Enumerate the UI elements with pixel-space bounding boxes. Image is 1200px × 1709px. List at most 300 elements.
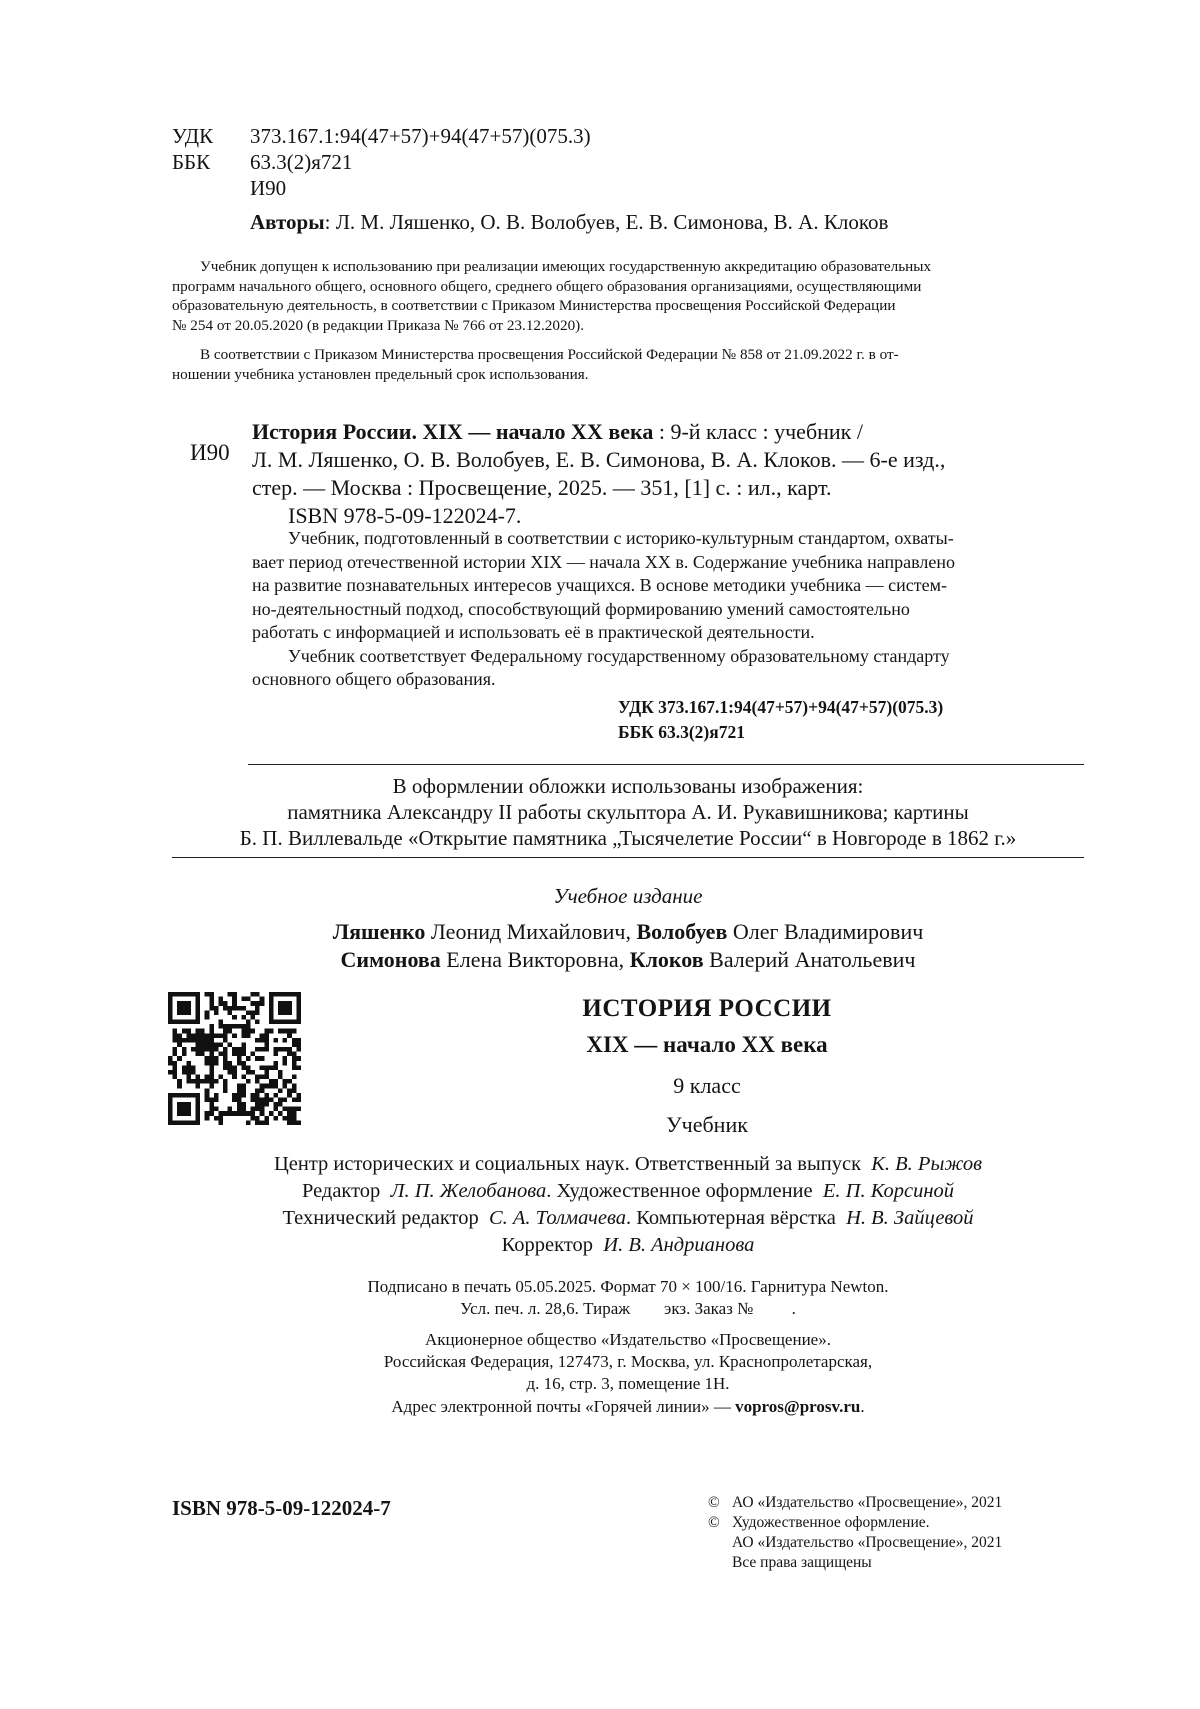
qr-module xyxy=(228,1070,233,1075)
qr-module xyxy=(269,1010,274,1015)
qr-module xyxy=(186,1111,191,1116)
qr-module xyxy=(283,1001,288,1006)
qr-module xyxy=(182,1010,187,1015)
qr-module xyxy=(209,1056,214,1061)
qr-module xyxy=(196,1033,201,1038)
qr-module xyxy=(214,1010,219,1015)
qr-module xyxy=(283,992,288,997)
qr-module xyxy=(232,1052,237,1057)
qr-module xyxy=(292,1111,297,1116)
hotline-email[interactable]: vopros@prosv.ru xyxy=(735,1397,861,1416)
divider-bottom xyxy=(172,857,1084,858)
qr-module xyxy=(260,1102,265,1107)
qr-module xyxy=(173,1038,178,1043)
authors-names: : Л. М. Ляшенко, О. В. Волобуев, Е. В. Симонова, В. А. Клоков xyxy=(324,210,889,234)
qr-module xyxy=(173,1047,178,1052)
qr-module xyxy=(218,1075,223,1080)
udk-label: УДК xyxy=(172,124,214,148)
qr-module xyxy=(214,1061,219,1066)
qr-module xyxy=(205,1056,210,1061)
qr-module xyxy=(292,1088,297,1093)
qr-module xyxy=(292,1075,297,1080)
qr-module xyxy=(218,1033,223,1038)
qr-module xyxy=(296,997,301,1002)
qr-module xyxy=(196,1020,201,1025)
qr-module xyxy=(287,1111,292,1116)
qr-module xyxy=(246,1010,251,1015)
qr-module xyxy=(251,1010,256,1015)
qr-module xyxy=(209,1047,214,1052)
qr-module xyxy=(168,1010,173,1015)
qr-module xyxy=(264,1047,269,1052)
qr-module xyxy=(196,1010,201,1015)
qr-module xyxy=(232,1006,237,1011)
qr-module xyxy=(278,1075,283,1080)
qr-module xyxy=(287,1029,292,1034)
qr-module xyxy=(186,1079,191,1084)
qr-module xyxy=(191,1120,196,1125)
qr-module xyxy=(273,1084,278,1089)
qr-module xyxy=(173,1120,178,1125)
bbk-code: 63.3(2)я721 xyxy=(250,150,353,174)
qr-module xyxy=(273,1065,278,1070)
qr-module xyxy=(255,1116,260,1121)
qr-module xyxy=(205,1111,210,1116)
qr-module xyxy=(255,1075,260,1080)
qr-module xyxy=(214,1033,219,1038)
qr-module xyxy=(269,1001,274,1006)
qr-module xyxy=(232,997,237,1002)
qr-module xyxy=(191,1033,196,1038)
hotline: Адрес электронной почты «Горячей линии» — vopros@prosv.ru. xyxy=(391,1397,865,1416)
qr-module xyxy=(177,1102,182,1107)
qr-module xyxy=(186,1010,191,1015)
qr-module xyxy=(205,1015,210,1020)
qr-module xyxy=(283,1116,288,1121)
qr-module xyxy=(251,1001,256,1006)
qr-module xyxy=(168,1107,173,1112)
qr-module xyxy=(200,1047,205,1052)
qr-module xyxy=(241,1088,246,1093)
qr-module xyxy=(168,1015,173,1020)
qr-module xyxy=(287,1020,292,1025)
edition-type: Учебное издание xyxy=(553,884,703,908)
qr-module xyxy=(168,1120,173,1125)
book-kind: Учебник xyxy=(666,1112,748,1137)
qr-module xyxy=(260,1056,265,1061)
qr-module xyxy=(255,1093,260,1098)
term-notice: В соответствии с Приказом Министерства просвещения Российской Федерации № 858 от 21.09.2022 г. в от- ношении учебника установлен предельный срок использования. xyxy=(172,346,899,383)
qr-module xyxy=(246,1070,251,1075)
qr-module xyxy=(260,1120,265,1125)
qr-module xyxy=(196,1084,201,1089)
divider-top xyxy=(248,764,1084,765)
qr-module xyxy=(209,1061,214,1066)
isbn-footer: ISBN 978-5-09-122024-7 xyxy=(172,1496,391,1520)
qr-module xyxy=(241,1075,246,1080)
qr-module xyxy=(237,1084,242,1089)
qr-module xyxy=(209,1029,214,1034)
qr-module xyxy=(209,1006,214,1011)
qr-module xyxy=(209,1102,214,1107)
qr-module xyxy=(218,1120,223,1125)
qr-module xyxy=(173,1033,178,1038)
qr-module xyxy=(269,1029,274,1034)
qr-module xyxy=(264,1116,269,1121)
qr-module xyxy=(191,1079,196,1084)
qr-module xyxy=(273,1020,278,1025)
qr-module xyxy=(223,1084,228,1089)
qr-module xyxy=(232,1033,237,1038)
qr-module xyxy=(196,1006,201,1011)
qr-module xyxy=(292,1061,297,1066)
qr-module xyxy=(182,1052,187,1057)
qr-module xyxy=(186,1093,191,1098)
qr-module xyxy=(255,1056,260,1061)
qr-module xyxy=(209,1052,214,1057)
qr-module xyxy=(283,1038,288,1043)
copyright-symbol: © xyxy=(708,1494,720,1511)
qr-module xyxy=(264,1065,269,1070)
qr-module xyxy=(292,1020,297,1025)
qr-module xyxy=(232,992,237,997)
qr-module xyxy=(264,1093,269,1098)
qr-module xyxy=(269,997,274,1002)
qr-module xyxy=(287,1006,292,1011)
qr-module xyxy=(177,1042,182,1047)
qr-module xyxy=(241,1061,246,1066)
qr-module xyxy=(278,1047,283,1052)
qr-module xyxy=(196,1116,201,1121)
qr-module xyxy=(255,1047,260,1052)
qr-module xyxy=(241,1093,246,1098)
qr-module xyxy=(209,1111,214,1116)
qr-module xyxy=(287,1052,292,1057)
qr-module xyxy=(168,1061,173,1066)
qr-module xyxy=(182,1001,187,1006)
bbk-right: ББК 63.3(2)я721 xyxy=(618,722,745,742)
qr-module xyxy=(260,1047,265,1052)
qr-module xyxy=(287,1001,292,1006)
qr-module xyxy=(186,1033,191,1038)
qr-module xyxy=(241,1029,246,1034)
qr-module xyxy=(296,1020,301,1025)
qr-module xyxy=(196,1001,201,1006)
qr-module xyxy=(209,1107,214,1112)
qr-module xyxy=(196,1120,201,1125)
udk-line xyxy=(172,123,591,149)
qr-module xyxy=(223,1047,228,1052)
qr-module xyxy=(292,1084,297,1089)
qr-module xyxy=(173,1065,178,1070)
qr-module xyxy=(241,1033,246,1038)
qr-module xyxy=(246,997,251,1002)
qr-module xyxy=(296,1093,301,1098)
qr-module xyxy=(200,1079,205,1084)
qr-module xyxy=(260,1038,265,1043)
qr-module xyxy=(251,992,256,997)
qr-module xyxy=(283,1061,288,1066)
qr-module xyxy=(232,1024,237,1029)
qr-module xyxy=(214,1116,219,1121)
qr-module xyxy=(218,1020,223,1025)
qr-module xyxy=(196,1111,201,1116)
qr-module xyxy=(278,1020,283,1025)
qr-module xyxy=(241,1084,246,1089)
qr-module xyxy=(223,1088,228,1093)
qr-module xyxy=(218,1116,223,1121)
qr-module xyxy=(251,1116,256,1121)
qr-module xyxy=(296,1015,301,1020)
qr-module xyxy=(237,1102,242,1107)
qr-module xyxy=(168,1102,173,1107)
qr-module xyxy=(200,1029,205,1034)
qr-module xyxy=(278,1010,283,1015)
qr-module xyxy=(296,1042,301,1047)
qr-module xyxy=(191,1038,196,1043)
approval-notice: Учебник допущен к использованию при реализации имеющих государственную аккредитацию образовательных программ начального общего, основного общего, среднего общего образования организациями, осуществляющими образовательную деятельность, в соответствии с Приказом Министерства просвещения Российской Федерации № 254 от 20.05.2020 (в редакции Приказа № 766 от 23.12.2020). xyxy=(172,258,932,334)
qr-module xyxy=(173,1070,178,1075)
book-title: ИСТОРИЯ РОССИИ xyxy=(582,995,832,1022)
bbk-line xyxy=(172,149,352,175)
qr-module xyxy=(191,1047,196,1052)
qr-module xyxy=(264,1102,269,1107)
qr-module xyxy=(168,1093,173,1098)
qr-module xyxy=(255,1097,260,1102)
qr-module xyxy=(241,1065,246,1070)
qr-module xyxy=(223,1024,228,1029)
qr-module xyxy=(296,1006,301,1011)
qr-module xyxy=(283,1006,288,1011)
qr-module xyxy=(214,1079,219,1084)
qr-module xyxy=(273,1107,278,1112)
biblio-isbn: ISBN 978-5-09-122024-7. xyxy=(288,503,522,528)
qr-module xyxy=(260,1097,265,1102)
qr-module xyxy=(168,1056,173,1061)
book-grade: 9 класс xyxy=(673,1073,741,1098)
qr-module xyxy=(251,1093,256,1098)
qr-module xyxy=(196,992,201,997)
qr-module xyxy=(173,1075,178,1080)
qr-module xyxy=(218,1052,223,1057)
qr-module xyxy=(186,1001,191,1006)
qr-module xyxy=(287,1116,292,1121)
qr-module xyxy=(283,1079,288,1084)
biblio-record: История России. XIX — начало XX века : 9-й класс : учебник / Л. М. Ляшенко, О. В. Волобуев, Е. В. Симонова, В. А. Клоков. — 6-е изд., стер. — Москва : Просвещение, 2025. — 351, [1] с. : ил., карт. ISBN 978-5-09-122024-7. xyxy=(252,418,1084,530)
qr-module xyxy=(264,1038,269,1043)
qr-module xyxy=(283,1020,288,1025)
qr-module xyxy=(232,1093,237,1098)
qr-module xyxy=(186,1070,191,1075)
qr-module xyxy=(228,1065,233,1070)
qr-module xyxy=(278,1006,283,1011)
qr-module xyxy=(177,1120,182,1125)
qr-module xyxy=(255,992,260,997)
qr-module xyxy=(296,1120,301,1125)
qr-module xyxy=(269,1079,274,1084)
qr-module xyxy=(228,992,233,997)
qr-module xyxy=(177,1010,182,1015)
qr-module xyxy=(283,1097,288,1102)
qr-module xyxy=(182,1047,187,1052)
qr-module xyxy=(209,1001,214,1006)
qr-module xyxy=(182,1102,187,1107)
qr-module xyxy=(273,1038,278,1043)
qr-module xyxy=(255,1020,260,1025)
qr-module xyxy=(218,1001,223,1006)
qr-module xyxy=(264,1120,269,1125)
qr-module xyxy=(228,1006,233,1011)
qr-module xyxy=(214,1047,219,1052)
qr-module xyxy=(228,1061,233,1066)
qr-module xyxy=(182,1070,187,1075)
qr-module xyxy=(177,1038,182,1043)
qr-module xyxy=(287,1033,292,1038)
qr-module xyxy=(223,1061,228,1066)
qr-module xyxy=(287,1120,292,1125)
qr-module xyxy=(182,1120,187,1125)
qr-module xyxy=(296,1010,301,1015)
qr-module xyxy=(186,992,191,997)
qr-module xyxy=(186,1075,191,1080)
qr-module xyxy=(255,1107,260,1112)
qr-module xyxy=(232,1047,237,1052)
qr-module xyxy=(283,1084,288,1089)
qr-module xyxy=(186,1020,191,1025)
qr-module xyxy=(200,1038,205,1043)
qr-module xyxy=(205,1093,210,1098)
qr-module xyxy=(273,1102,278,1107)
qr-module xyxy=(237,1111,242,1116)
qr-module xyxy=(168,1070,173,1075)
qr-module xyxy=(209,1079,214,1084)
qr-module xyxy=(173,1052,178,1057)
qr-module xyxy=(269,1111,274,1116)
qr-module xyxy=(292,1038,297,1043)
qr-module xyxy=(177,1001,182,1006)
qr-module xyxy=(177,1079,182,1084)
qr-module xyxy=(205,1033,210,1038)
qr-module xyxy=(292,1056,297,1061)
qr-module xyxy=(223,1056,228,1061)
qr-module xyxy=(292,1065,297,1070)
qr-module xyxy=(186,1107,191,1112)
qr-module xyxy=(278,1029,283,1034)
qr-module xyxy=(296,1097,301,1102)
udk-bbk-block xyxy=(618,695,943,745)
qr-module xyxy=(205,1116,210,1121)
qr-module xyxy=(209,992,214,997)
qr-module xyxy=(223,1052,228,1057)
qr-module xyxy=(186,1102,191,1107)
qr-module xyxy=(241,1015,246,1020)
qr-module xyxy=(214,1107,219,1112)
qr-module xyxy=(214,1056,219,1061)
qr-module xyxy=(177,1006,182,1011)
qr-module xyxy=(292,1120,297,1125)
qr-module xyxy=(241,1047,246,1052)
qr-module xyxy=(255,1038,260,1043)
qr-module xyxy=(237,1024,242,1029)
qr-module xyxy=(205,1010,210,1015)
qr-module xyxy=(205,1061,210,1066)
qr-module xyxy=(283,1047,288,1052)
qr-module xyxy=(218,1111,223,1116)
qr-module xyxy=(205,1047,210,1052)
qr-module xyxy=(168,1111,173,1116)
qr-module xyxy=(177,1033,182,1038)
qr-module xyxy=(232,1097,237,1102)
qr-module xyxy=(218,1042,223,1047)
qr-module xyxy=(177,1056,182,1061)
qr-module xyxy=(255,1001,260,1006)
qr-module xyxy=(287,1093,292,1098)
qr-module xyxy=(191,1093,196,1098)
qr-module xyxy=(177,1107,182,1112)
qr-module xyxy=(209,1038,214,1043)
qr-module xyxy=(205,1038,210,1043)
qr-module xyxy=(241,1107,246,1112)
qr-module xyxy=(205,1079,210,1084)
qr-module xyxy=(196,1015,201,1020)
qr-module xyxy=(283,1107,288,1112)
qr-module xyxy=(255,1006,260,1011)
qr-module xyxy=(273,1052,278,1057)
qr-module xyxy=(232,1065,237,1070)
qr-module xyxy=(182,1038,187,1043)
qr-module xyxy=(278,992,283,997)
book-title-bold: История России. XIX — начало XX века xyxy=(252,419,654,444)
qr-module xyxy=(241,1024,246,1029)
qr-module xyxy=(255,1120,260,1125)
qr-module xyxy=(296,1107,301,1112)
qr-module xyxy=(191,992,196,997)
qr-module xyxy=(209,1042,214,1047)
qr-module xyxy=(196,1107,201,1112)
qr-module xyxy=(232,1070,237,1075)
qr-module xyxy=(196,1093,201,1098)
qr-module xyxy=(223,1033,228,1038)
qr-module xyxy=(182,1065,187,1070)
qr-module xyxy=(292,1097,297,1102)
qr-module xyxy=(168,1020,173,1025)
qr-module xyxy=(260,1107,265,1112)
qr-module xyxy=(168,992,173,997)
qr-module xyxy=(200,1042,205,1047)
qr-module xyxy=(196,1075,201,1080)
qr-module xyxy=(237,1052,242,1057)
print-info: Подписано в печать 05.05.2025. Формат 70 × 100/16. Гарнитура Newton. Усл. печ. л. 28,6. Тираж экз. Заказ № . xyxy=(367,1277,889,1318)
qr-module xyxy=(223,1029,228,1034)
udk-right: УДК 373.167.1:94(47+57)+94(47+57)(075.3) xyxy=(618,697,944,717)
qr-module xyxy=(269,992,274,997)
qr-module xyxy=(196,1042,201,1047)
qr-module xyxy=(205,1097,210,1102)
qr-module xyxy=(287,992,292,997)
qr-module xyxy=(237,1061,242,1066)
qr-module xyxy=(255,1088,260,1093)
qr-module xyxy=(264,1075,269,1080)
qr-module xyxy=(228,1042,233,1047)
qr-module xyxy=(228,1029,233,1034)
qr-module xyxy=(177,1093,182,1098)
qr-module xyxy=(228,1024,233,1029)
qr-module xyxy=(228,1010,233,1015)
qr-module xyxy=(264,1097,269,1102)
qr-code xyxy=(168,992,301,1125)
qr-module xyxy=(287,1010,292,1015)
qr-module xyxy=(278,1070,283,1075)
